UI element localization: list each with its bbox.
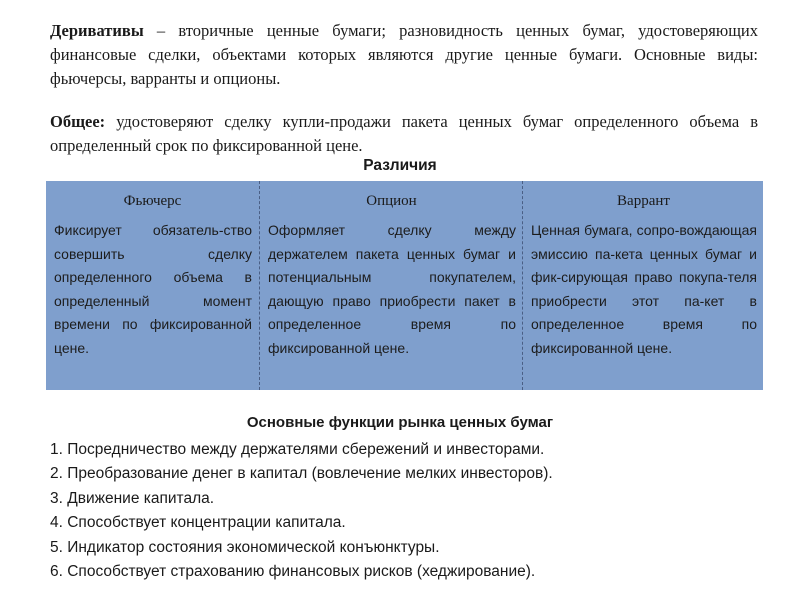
column-futures xyxy=(46,181,259,390)
functions-title: Основные функции рынка ценных бумаг xyxy=(246,414,554,431)
definition-term: Деривативы xyxy=(50,21,144,40)
list-item: 6. Способствует страхованию финансовых рисков (хеджирование). xyxy=(50,562,536,580)
list-item: 1. Посредничество между держателями сбережений и инвесторами. xyxy=(50,441,545,458)
list-item: 4. Способствует концентрации капитала. xyxy=(50,514,346,532)
list-item: 2. Преобразование денег в капитал (вовлечение мелких инвесторов). xyxy=(50,465,553,483)
column-body-futures: Фиксирует обязатель-ство совершить сделку определенного объема в определенный момент времени по фиксированной цене. xyxy=(54,222,252,356)
column-body-option: Оформляет сделку между держателем пакета ценных бумаг и потенциальным покупателем, дающую право приобрести пакет в определенное время по фиксированной цене. xyxy=(268,222,516,356)
definition-paragraph xyxy=(50,19,758,91)
common-paragraph xyxy=(50,110,758,158)
differences-title: Различия xyxy=(363,157,437,174)
definition-text: – вторичные ценные бумаги; разновидность ценных бумаг, удостоверяющих финансовые сделки, объектами которых являются другие ценные бумаги. Основные виды: фьючерсы, варранты и опционы. xyxy=(50,21,758,88)
common-term: Общее: xyxy=(50,112,106,131)
column-header-warrant: Варрант xyxy=(617,193,670,209)
functions-list xyxy=(50,438,760,584)
column-header-futures: Фьючерс xyxy=(123,193,182,209)
column-option xyxy=(259,181,523,390)
common-text: удостоверяют сделку купли-продажи пакета ценных бумаг определенного объема в определенный срок по фиксированной цене. xyxy=(50,112,758,155)
column-warrant xyxy=(522,181,764,390)
list-item: 3. Движение капитала. xyxy=(50,489,215,507)
column-body-warrant: Ценная бумага, сопро-вождающая эмиссию па-кета ценных бумаг и фик-сирующая право покупа-теля приобрести этот па-кет в определенное время по фиксированной цене. xyxy=(531,222,757,356)
column-header-option: Опцион xyxy=(366,193,417,209)
differences-table xyxy=(46,181,763,390)
list-item: 5. Индикатор состояния экономической конъюнктуры. xyxy=(50,538,440,556)
